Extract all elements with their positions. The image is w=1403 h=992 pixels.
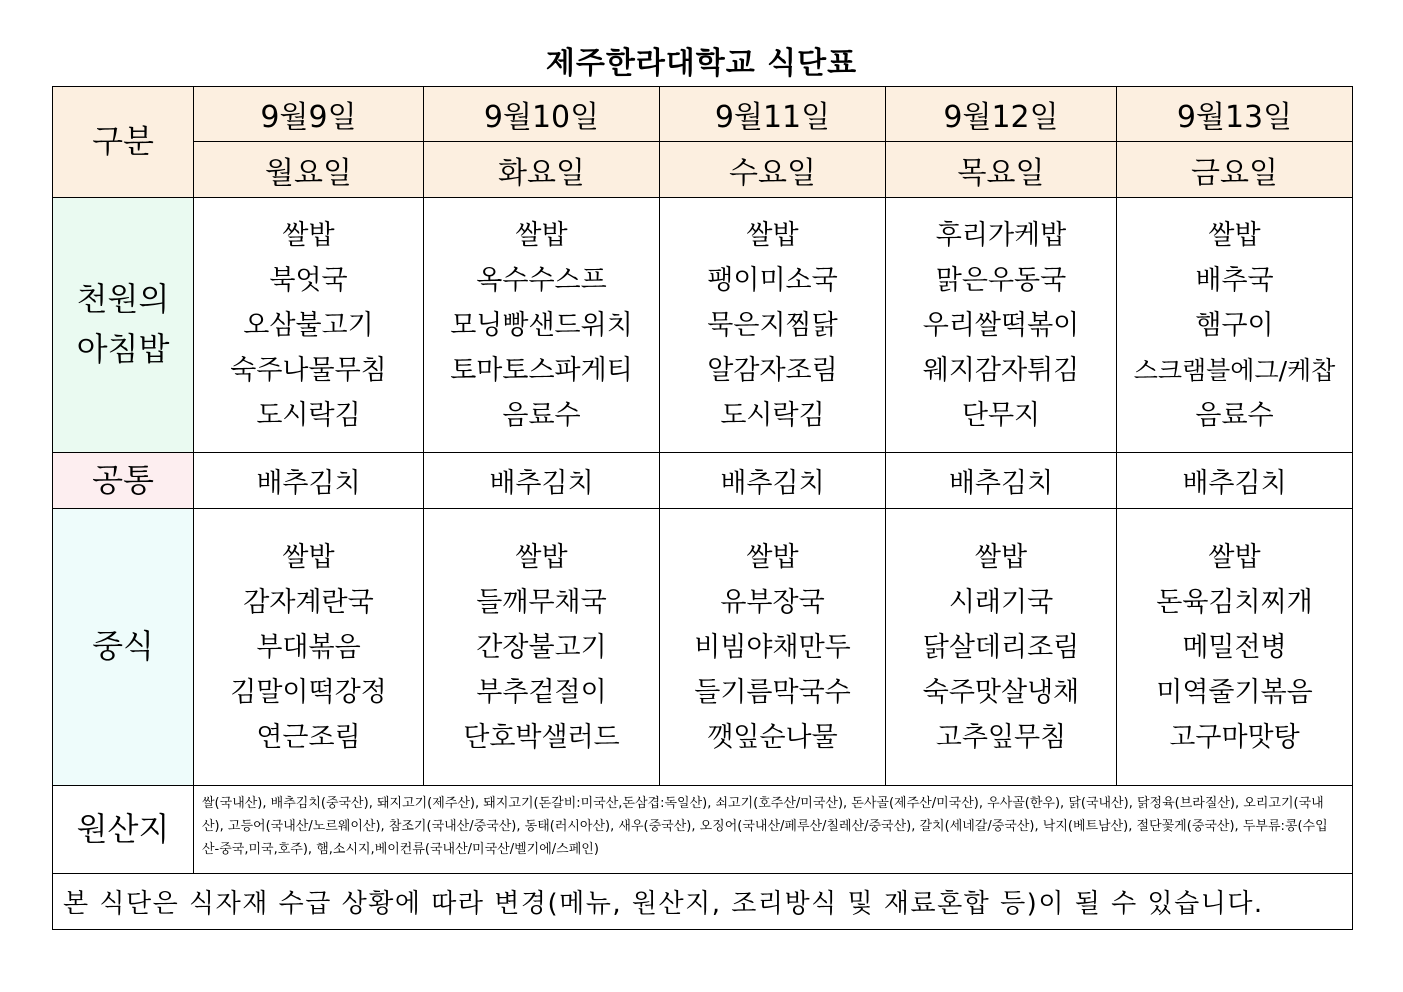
- menu-item: 시래기국: [948, 586, 1054, 618]
- common-fri: 배추김치: [1117, 453, 1353, 509]
- lunch-fri: [1117, 509, 1353, 786]
- menu-item: 웨지감자튀김: [922, 354, 1080, 386]
- menu-item: 부대볶음: [256, 631, 361, 663]
- breakfast-label-line2: 아침밥: [76, 330, 170, 368]
- breakfast-tue: [424, 198, 660, 453]
- category-label-cell: [53, 87, 194, 198]
- menu-item: 닭살데리조림: [922, 631, 1080, 663]
- notice-text: 본 식단은 식자재 수급 상황에 따라 변경(메뉴, 원산지, 조리방식 및 재료혼합 등)이 될 수 있습니다.: [53, 874, 1353, 930]
- menu-item: 우리쌀떡볶이: [922, 309, 1080, 341]
- weekday-thu: 목요일: [886, 142, 1117, 198]
- menu-item: 배추국: [1195, 264, 1274, 296]
- common-label: 공통: [53, 453, 194, 509]
- menu-item: 쌀밥: [1208, 541, 1261, 573]
- origin-text: 쌀(국내산), 배추김치(중국산), 돼지고기(제주산), 돼지고기(돈갈비:미국산,돈삼겹:독일산), 쇠고기(호주산/미국산), 돈사골(제주산/미국산), 우사골(한우), 닭(국내산), 닭정육(브라질산), 오리고기(국내산), 고등어(국내산/노르웨이산), 참조기(국내산/중국산), 동태(러시아산), 새우(중국산), 오징어(국내산/페루산/칠레산/중국산), 갈치(세네갈/중국산), 낙지(베트남산), 절단꽃게(중국산), 두부류:콩(수입산-중국,미국,호주), 햄,소시지,베이컨류(국내산/미국산/벨기에/스페인): [194, 786, 1353, 874]
- date-fri: 9월13일: [1117, 87, 1353, 142]
- menu-item: 스크램블에그/케찹: [1133, 355, 1336, 385]
- menu-item: 묵은지찜닭: [707, 309, 838, 341]
- menu-item: 간장불고기: [476, 631, 607, 663]
- weekday-tue: 화요일: [424, 142, 660, 198]
- menu-item: 쌀밥: [282, 541, 335, 573]
- lunch-label: 중식: [53, 509, 194, 786]
- origin-row: [53, 786, 1353, 874]
- lunch-tue: [424, 509, 660, 786]
- menu-item: 감자계란국: [243, 586, 374, 618]
- menu-item: 부추겉절이: [476, 676, 607, 708]
- lunch-thu: [886, 509, 1117, 786]
- menu-item: 고추잎무침: [935, 721, 1067, 753]
- menu-item: 연근조림: [256, 721, 361, 753]
- menu-item: 옥수수스프: [476, 264, 607, 296]
- menu-item: 단호박샐러드: [463, 721, 620, 753]
- menu-item: 음료수: [1195, 399, 1274, 431]
- breakfast-fri: [1117, 198, 1353, 453]
- breakfast-label: [53, 198, 194, 453]
- lunch-wed: [660, 509, 886, 786]
- date-row: [53, 87, 1353, 142]
- breakfast-row: [53, 198, 1353, 453]
- menu-item: 메밀전병: [1182, 631, 1287, 663]
- menu-item: 숙주나물무침: [230, 354, 387, 386]
- common-thu: 배추김치: [886, 453, 1117, 509]
- menu-item: 고구마맛탕: [1169, 721, 1300, 753]
- weekday-wed: 수요일: [660, 142, 886, 198]
- menu-item: 팽이미소국: [707, 264, 838, 296]
- origin-label: 원산지: [53, 786, 194, 874]
- menu-item: 햄구이: [1195, 309, 1274, 341]
- common-mon: 배추김치: [194, 453, 424, 509]
- breakfast-wed: [660, 198, 886, 453]
- menu-item: 음료수: [502, 399, 581, 431]
- breakfast-mon: [194, 198, 424, 453]
- menu-item: 모닝빵샌드위치: [450, 309, 633, 341]
- menu-item: 비빔야채만두: [694, 631, 851, 663]
- menu-item: 북엇국: [269, 264, 348, 296]
- menu-item: 알감자조림: [707, 354, 838, 386]
- menu-item: 쌀밥: [282, 219, 335, 251]
- menu-item: 토마토스파게티: [450, 354, 633, 386]
- menu-item: 쌀밥: [974, 541, 1028, 573]
- menu-item: 쌀밥: [746, 541, 799, 573]
- lunch-mon: [194, 509, 424, 786]
- menu-item: 미역줄기볶음: [1156, 676, 1313, 708]
- lunch-row: [53, 509, 1353, 786]
- menu-item: 후리가케밥: [935, 219, 1067, 251]
- menu-table: [52, 86, 1353, 930]
- menu-item: 쌀밥: [515, 541, 568, 573]
- menu-item: 단무지: [961, 399, 1041, 431]
- date-tue: 9월10일: [424, 87, 660, 142]
- date-wed: 9월11일: [660, 87, 886, 142]
- weekday-mon: 월요일: [194, 142, 424, 198]
- category-label: 구분: [92, 122, 154, 161]
- menu-item: 들깨무채국: [476, 586, 607, 618]
- menu-item: 도시락김: [256, 399, 361, 431]
- common-row: [53, 453, 1353, 509]
- menu-item: 숙주맛살냉채: [922, 676, 1080, 708]
- menu-item: 오삼불고기: [243, 309, 374, 341]
- menu-item: 돈육김치찌개: [1156, 586, 1313, 618]
- common-wed: 배추김치: [660, 453, 886, 509]
- page-title: 제주한라대학교 식단표: [545, 46, 858, 81]
- weekday-fri: 금요일: [1117, 142, 1353, 198]
- menu-item: 쌀밥: [515, 219, 568, 251]
- menu-item: 깻잎순나물: [707, 721, 838, 753]
- menu-item: 유부장국: [720, 586, 825, 618]
- breakfast-label-line1: 천원의: [76, 280, 170, 319]
- menu-item: 쌀밥: [746, 219, 799, 251]
- menu-item: 도시락김: [720, 399, 825, 431]
- date-mon: 9월9일: [194, 87, 424, 142]
- notice-row: [53, 874, 1353, 930]
- menu-item: 맑은우동국: [935, 264, 1067, 296]
- menu-item: 쌀밥: [1208, 219, 1261, 251]
- date-thu: 9월12일: [886, 87, 1117, 142]
- common-tue: 배추김치: [424, 453, 660, 509]
- weekday-row: [53, 142, 1353, 198]
- breakfast-thu: [886, 198, 1117, 453]
- menu-item: 들기름막국수: [694, 676, 851, 708]
- menu-item: 김말이떡강정: [230, 676, 387, 708]
